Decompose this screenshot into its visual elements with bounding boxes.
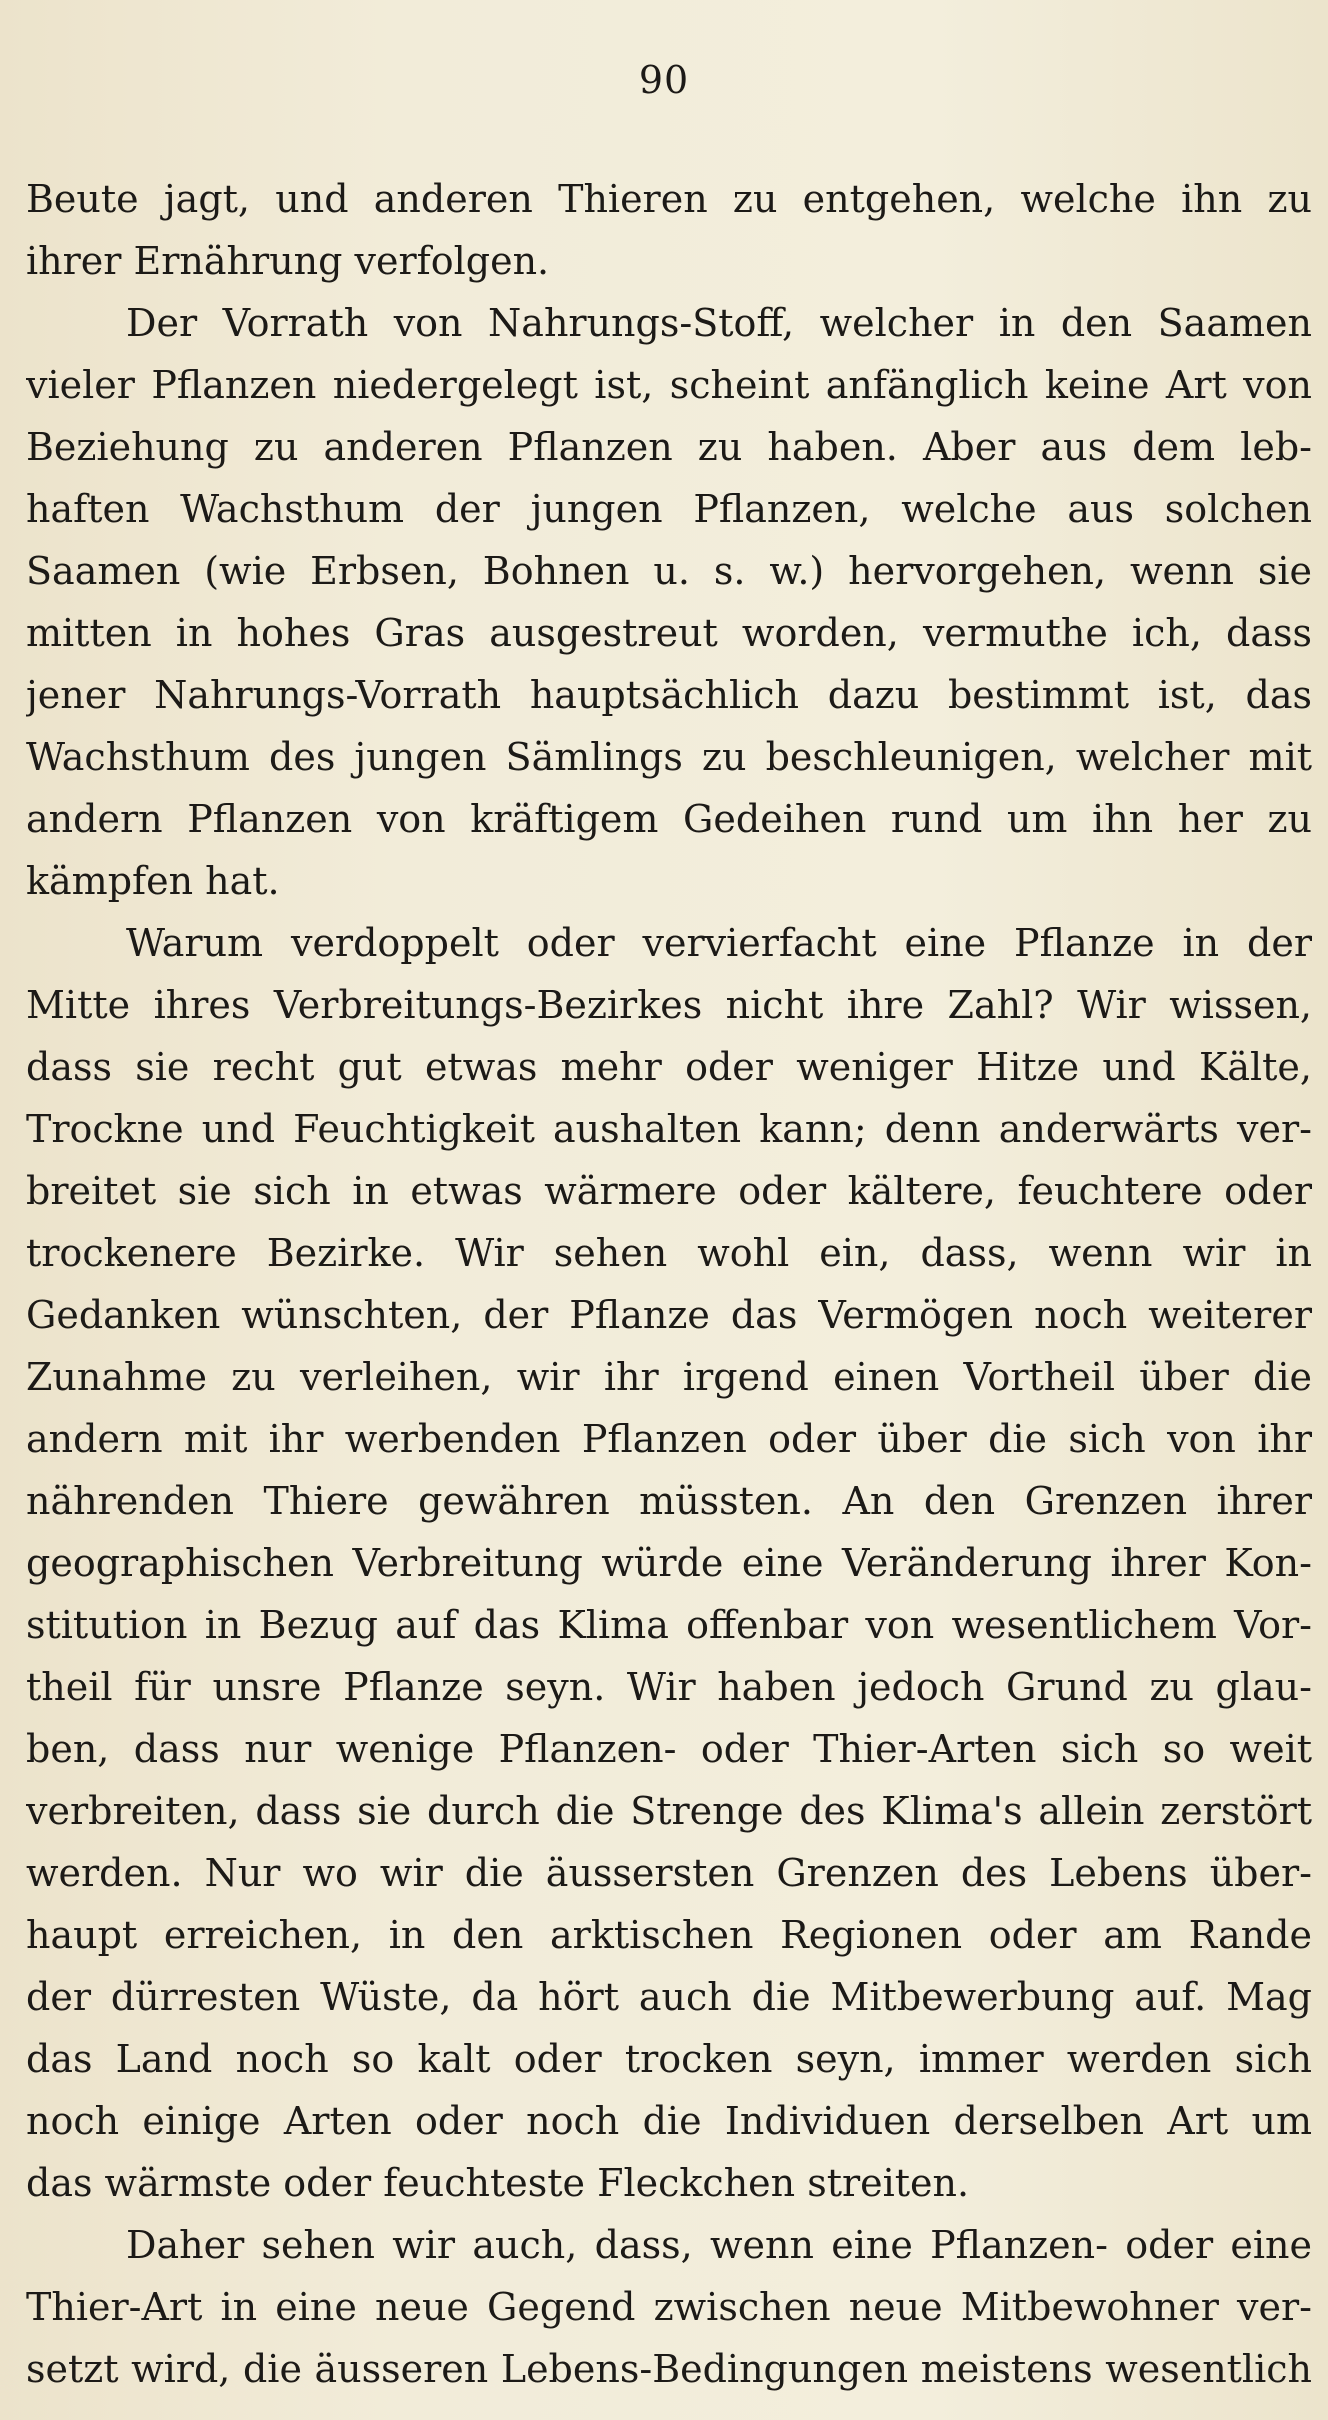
text-line: stitution in Bezug auf das Klima offenbar von wesentlichem Vor- [26,1603,1312,1647]
text-line: Saamen (wie Erbsen, Bohnen u. s. w.) hervorgehen, wenn sie [26,549,1312,593]
text-line: dass sie recht gut etwas mehr oder weniger Hitze und Kälte, [26,1045,1312,1089]
text-line: Gedanken wünschten, der Pflanze das Vermögen noch weiterer [26,1293,1312,1337]
text-line: werden. Nur wo wir die äussersten Grenzen des Lebens über- [26,1851,1312,1895]
text-line: nährenden Thiere gewähren müssten. An den Grenzen ihrer [26,1479,1312,1523]
text-line: vieler Pflanzen niedergelegt ist, scheint anfänglich keine Art von [26,363,1312,407]
text-line: ben, dass nur wenige Pflanzen- oder Thier-Arten sich so weit [26,1727,1312,1771]
text-line: haften Wachsthum der jungen Pflanzen, welche aus solchen [26,487,1312,531]
text-line: andern mit ihr werbenden Pflanzen oder über die sich von ihr [26,1417,1312,1461]
text-line: Daher sehen wir auch, dass, wenn eine Pflanzen- oder eine [126,2223,1312,2267]
paragraph [26,2214,1312,2400]
text-line: mitten in hohes Gras ausgestreut worden, vermuthe ich, dass [26,611,1312,655]
paragraph [26,292,1312,912]
text-line: Wachsthum des jungen Sämlings zu beschleunigen, welcher mit [26,735,1312,779]
text-line: trockenere Bezirke. Wir sehen wohl ein, dass, wenn wir in [26,1231,1312,1275]
text-line: Mitte ihres Verbreitungs-Bezirkes nicht ihre Zahl? Wir wissen, [26,983,1312,1027]
text-line: setzt wird, die äusseren Lebens-Bedingungen meistens wesentlich [26,2347,1312,2391]
text-line: Beziehung zu anderen Pflanzen zu haben. Aber aus dem leb- [26,425,1312,469]
text-line: das Land noch so kalt oder trocken seyn, immer werden sich [26,2037,1312,2081]
text-line: der dürresten Wüste, da hört auch die Mitbewerbung auf. Mag [26,1975,1312,2019]
page-number: 90 [638,58,690,102]
text-line: geographischen Verbreitung würde eine Veränderung ihrer Kon- [26,1541,1312,1585]
text-line: andern Pflanzen von kräftigem Gedeihen rund um ihn her zu [26,797,1312,841]
text-line: Zunahme zu verleihen, wir ihr irgend einen Vortheil über die [26,1355,1312,1399]
paragraph [26,912,1312,2214]
text-line: verbreiten, dass sie durch die Strenge des Klima's allein zerstört [26,1789,1312,1833]
body-text [26,168,1312,2400]
text-line: haupt erreichen, in den arktischen Regionen oder am Rande [26,1913,1312,1957]
text-line: das wärmste oder feuchteste Fleckchen streiten. [26,2161,970,2205]
paragraph [26,168,1312,292]
text-line: jener Nahrungs-Vorrath hauptsächlich dazu bestimmt ist, das [26,673,1312,717]
text-line: ihrer Ernährung verfolgen. [26,239,550,283]
text-line: Thier-Art in eine neue Gegend zwischen neue Mitbewohner ver- [26,2285,1312,2329]
text-line: kämpfen hat. [26,859,280,903]
text-line: Warum verdoppelt oder vervierfacht eine Pflanze in der [126,921,1312,965]
text-line: Beute jagt, und anderen Thieren zu entgehen, welche ihn zu [26,177,1312,221]
text-line: Trockne und Feuchtigkeit aushalten kann; denn anderwärts ver- [26,1107,1312,1151]
text-line: breitet sie sich in etwas wärmere oder kältere, feuchtere oder [26,1169,1312,1213]
text-line: theil für unsre Pflanze seyn. Wir haben jedoch Grund zu glau- [26,1665,1312,1709]
text-line: Der Vorrath von Nahrungs-Stoff, welcher in den Saamen [126,301,1312,345]
text-line: noch einige Arten oder noch die Individuen derselben Art um [26,2099,1312,2143]
